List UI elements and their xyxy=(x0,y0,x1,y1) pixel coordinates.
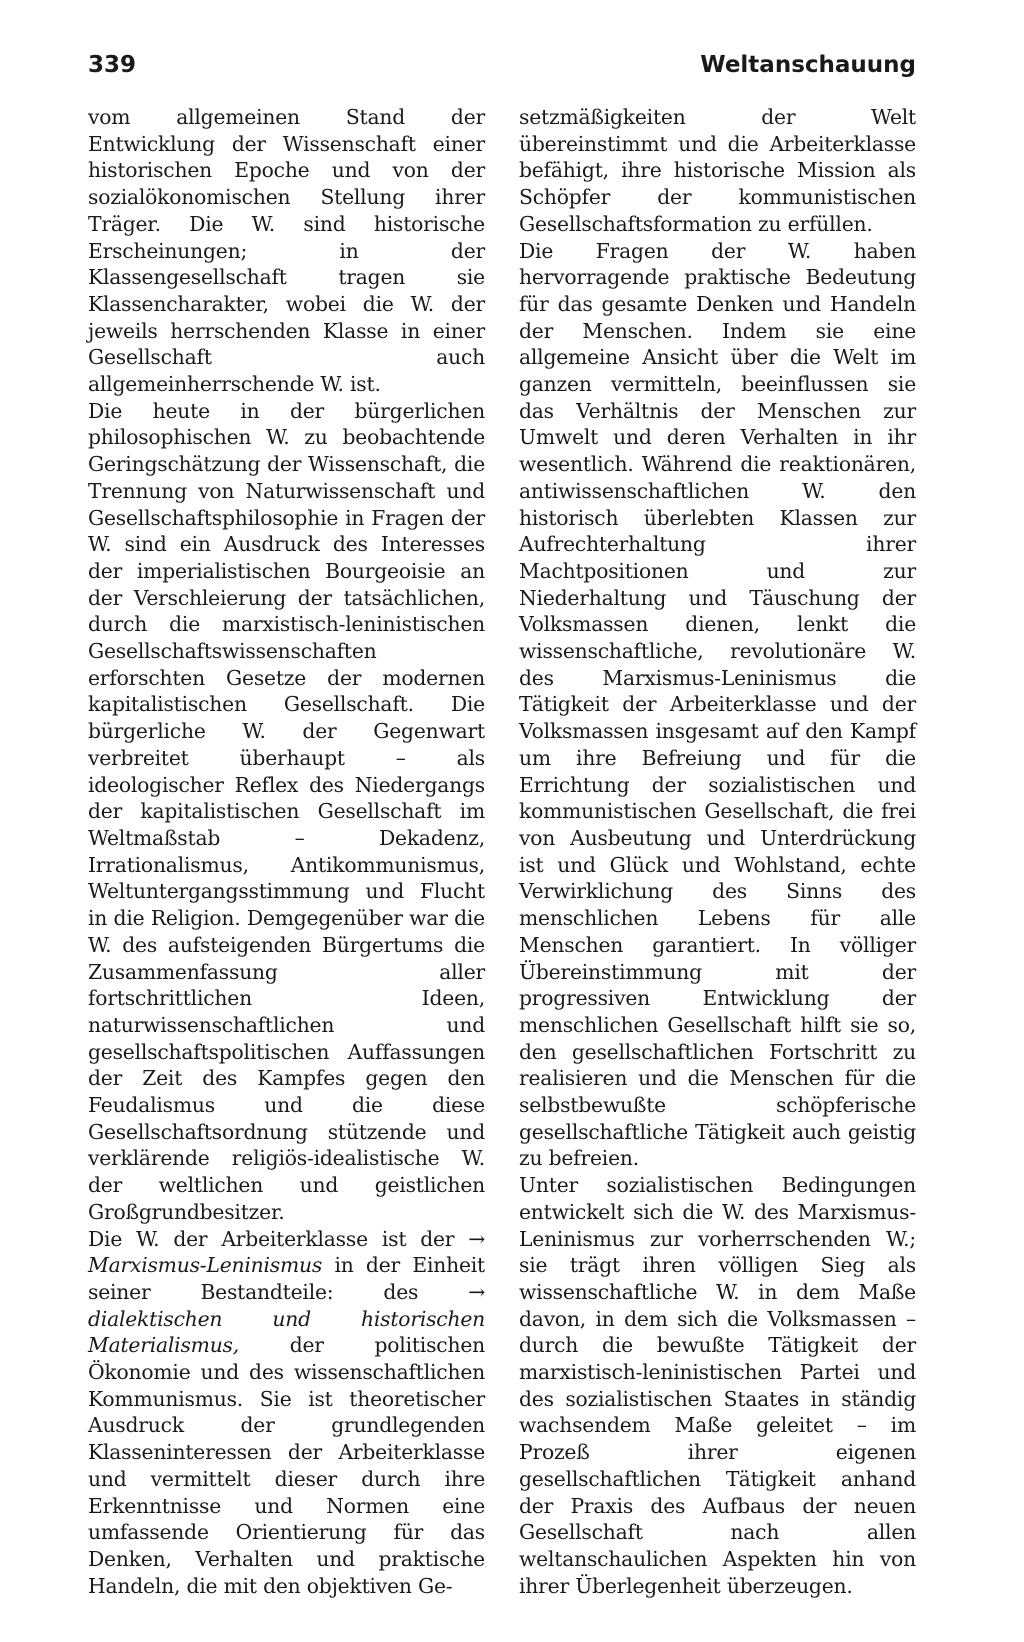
page-number: 339 xyxy=(88,52,137,78)
text-columns xyxy=(88,104,916,1599)
paragraph-text: der politischen Ökonomie und des wissenschaftlichen Kommunismus. Sie ist theoretischer Ausdruck der grundlegenden Klasseninteressen der Arbeiterklasse und vermittelt dieser durch ihre Erkenntnisse und Normen eine umfassende Orientierung für das Denken, Verhalten und praktische Handeln, die mit den objektiven Ge- xyxy=(88,1333,485,1598)
paragraph xyxy=(88,398,485,1226)
paragraph-text: setzmäßigkeiten der Welt übereinstimmt und die Arbeiterklasse befähigt, ihre historische Mission als Schöpfer der kommunistischen Gesellschaftsformation zu erfüllen. xyxy=(519,105,916,236)
paragraph xyxy=(88,1226,485,1600)
paragraph-text: in der Einheit seiner Bestandteile: des → xyxy=(88,1253,485,1304)
paragraph xyxy=(519,238,916,1173)
paragraph-text: Die Fragen der W. haben hervorragende praktische Bedeutung für das gesamte Denken und Handeln der Menschen. Indem sie eine allgemeine Ansicht über die Welt im ganzen vermitteln, beeinflussen sie das Verhältnis der Menschen zur Umwelt und deren Verhalten in ihr wesentlich. Während die reaktionären, antiwissenschaftlichen W. den historisch überlebten Klassen zur Aufrechterhaltung ihrer Machtpositionen und zur Niederhaltung und Täuschung der Volksmassen dienen, lenkt die wissenschaftliche, revolutionäre W. des Marxismus-Leninismus die Tätigkeit der Arbeiterklasse und der Volksmassen insgesamt auf den Kampf um ihre Befreiung und für die Errichtung der sozialistischen und kommunistischen Gesellschaft, die frei von Ausbeutung und Unterdrückung ist und Glück und Wohlstand, echte Verwirklichung des Sinns des menschlichen Lebens für alle Menschen garantiert. In völliger Übereinstimmung mit der progressiven Entwicklung der menschlichen Gesellschaft hilft sie so, den gesellschaftlichen Fortschritt zu realisieren und die Menschen für die selbstbewußte schöpferische gesellschaftliche Tätigkeit auch geistig zu befreien. xyxy=(519,238,916,1171)
paragraph xyxy=(88,104,485,398)
paragraph xyxy=(519,1172,916,1599)
right-column xyxy=(519,104,916,1599)
left-column xyxy=(88,104,485,1599)
paragraph xyxy=(519,104,916,238)
cross-reference-marxismus-leninismus[interactable]: Marxismus-Leninismus xyxy=(88,1253,323,1278)
cross-reference-dialektischer-materialismus[interactable]: dialektischen und historischen Materialismus, xyxy=(88,1306,485,1358)
running-title: Weltanschauung xyxy=(700,52,916,78)
paragraph-text: Die heute in der bürgerlichen philosophischen W. zu beobachtende Geringschätzung der Wissenschaft, die Trennung von Naturwissenschaft und Gesellschaftsphilosophie in Fragen der W. sind ein Ausdruck des Interesses der imperialistischen Bourgeoisie an der Verschleierung der tatsächlichen, durch die marxistisch-leninistischen Gesellschaftswissenschaften erforschten Gesetze der modernen kapitalistischen Gesellschaft. Die bürgerliche W. der Gegenwart verbreitet überhaupt – als ideologischer Reflex des Niedergangs der kapitalistischen Gesellschaft im Weltmaßstab – Dekadenz, Irrationalismus, Antikommunismus, Weltuntergangsstimmung und Flucht in die Religion. Demgegenüber war die W. des aufsteigenden Bürgertums die Zusammenfassung aller fortschrittlichen Ideen, naturwissenschaftlichen und gesellschaftspolitischen Auffassungen der Zeit des Kampfes gegen den Feudalismus und die diese Gesellschaftsordnung stützende und verklärende religiös-idealistische W. der weltlichen und geistlichen Großgrundbesitzer. xyxy=(88,398,485,1224)
paragraph-text: Die W. der Arbeiterklasse ist der → xyxy=(88,1226,485,1251)
page-header xyxy=(88,52,916,78)
paragraph-text: Unter sozialistischen Bedingungen entwickelt sich die W. des Marxismus-Leninismus zur vorherrschenden W.; sie trägt ihren völligen Sieg als wissenschaftliche W. in dem Maße davon, in dem sich die Volksmassen – durch die bewußte Tätigkeit der marxistisch-leninistischen Partei und des sozialistischen Staates in ständig wachsendem Maße geleitet – im Prozeß ihrer eigenen gesellschaftlichen Tätigkeit anhand der Praxis des Aufbaus der neuen Gesellschaft nach allen weltanschaulichen Aspekten hin von ihrer Überlegenheit überzeugen. xyxy=(519,1173,916,1598)
paragraph-text: vom allgemeinen Stand der Entwicklung der Wissenschaft einer historischen Epoche und von der sozialökonomischen Stellung ihrer Träger. Die W. sind historische Erscheinungen; in der Klassengesellschaft tragen sie Klassencharakter, wobei die W. der jeweils herrschenden Klasse in einer Gesellschaft auch allgemeinherrschende W. ist. xyxy=(88,105,485,397)
